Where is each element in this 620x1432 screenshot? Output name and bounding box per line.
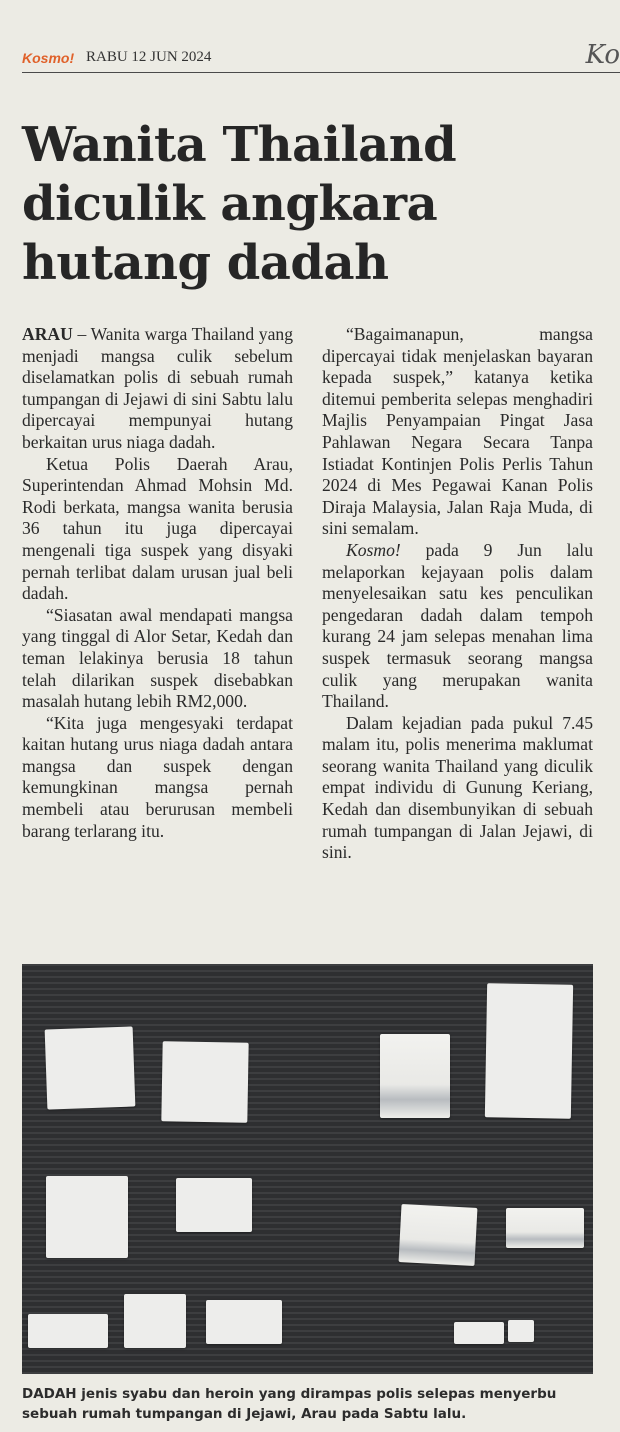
dateline: ARAU xyxy=(22,324,73,344)
drug-packet xyxy=(206,1300,282,1344)
paragraph-text: pada 9 Jun lalu melaporkan kejayaan polis dalam menyelesaikan satu kes penculikan pengedaran dadah dalam tempoh kurang 24 jam selepas menahan lima suspek termasuk seorang mangsa culik yang merupakan wanita Thailand. xyxy=(322,539,593,712)
paragraph: “Kita juga mengesyaki terdapat kaitan hutang urus niaga dadah antara mangsa dan suspek dengan kemungkinan mangsa pernah membeli atau berurusan membeli barang terlarang itu. xyxy=(22,712,293,841)
drug-packet xyxy=(508,1320,534,1342)
masthead xyxy=(22,40,620,73)
photo-caption: DADAH jenis syabu dan heroin yang dirampas polis selepas menyerbu sebuah rumah tumpangan di Jejawi, Arau pada Sabtu lalu. xyxy=(22,1386,557,1422)
paragraph: “Siasatan awal mendapati mangsa yang tinggal di Alor Setar, Kedah dan teman lelakinya berusia 18 tahun telah dilarikan suspek disebabkan masalah hutang lebih RM2,000. xyxy=(22,604,293,712)
brand-logo: Kosmo! xyxy=(22,50,75,66)
paragraph xyxy=(22,324,293,454)
drug-packet xyxy=(176,1178,252,1232)
paragraph: Dalam kejadian pada pukul 7.45 malam itu, polis menerima maklumat seorang wanita Thailand yang diculik empat individu di Gunung Keriang, Kedah dan disembunyikan di sebuah rumah tumpangan di Jalan Jejawi, di sini. xyxy=(322,712,593,863)
publication-name: Kosmo! xyxy=(346,539,401,560)
handwritten-mark: Ko xyxy=(585,40,620,70)
drug-packet xyxy=(161,1041,248,1122)
drug-packet xyxy=(28,1314,108,1348)
paragraph xyxy=(322,540,593,713)
drug-packet xyxy=(124,1294,186,1348)
article-column-left xyxy=(22,324,293,842)
drug-packet xyxy=(45,1026,136,1109)
drug-packet xyxy=(485,983,573,1118)
drug-packet xyxy=(506,1208,584,1248)
headline: Wanita Thailand diculik angkara hutang dadah xyxy=(22,117,457,291)
paragraph: Ketua Polis Daerah Arau, Superintendan Ahmad Mohsin Md. Rodi berkata, mangsa wanita berusia 36 tahun itu juga dipercayai mengenali tiga suspek yang disyaki pernah terlibat dalam urusan jual beli dadah. xyxy=(22,453,293,604)
drug-packet xyxy=(46,1176,128,1258)
drug-packet xyxy=(399,1204,478,1266)
article-column-right xyxy=(322,324,593,864)
drug-packet xyxy=(454,1322,504,1344)
drug-packet xyxy=(380,1034,450,1118)
news-photo xyxy=(22,964,593,1374)
issue-date: RABU 12 JUN 2024 xyxy=(86,49,212,65)
paragraph: “Bagaimanapun, mangsa dipercayai tidak menjelaskan bayaran kepada suspek,” katanya ketika ditemui pemberita selepas menghadiri Majlis Penyampaian Pingat Jasa Pahlawan Negara Secara Tanpa Istiadat Kontinjen Polis Perlis Tahun 2024 di Mes Pegawai Kanan Polis Diraja Malaysia, Jalan Raja Muda, di sini semalam. xyxy=(322,324,593,539)
paragraph-text: – Wanita warga Thailand yang menjadi mangsa culik sebelum diselamatkan polis di sebuah rumah tumpangan di Jejawi di sini Sabtu lalu dipercayai mempunyai hutang berkaitan urus niaga dadah. xyxy=(22,324,293,452)
